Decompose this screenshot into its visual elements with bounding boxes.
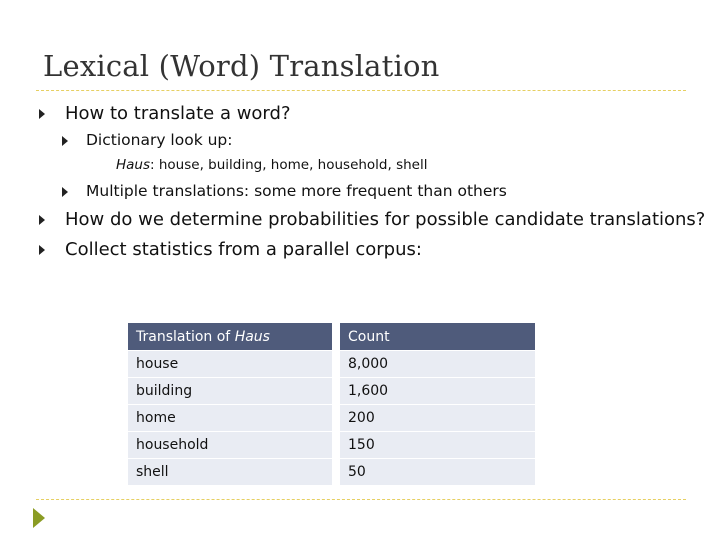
row-translation: shell xyxy=(128,459,336,486)
row-count: 200 xyxy=(336,405,535,432)
header-haus-word: Haus xyxy=(234,328,270,345)
row-translation: building xyxy=(128,378,336,405)
bullet-arrow-icon xyxy=(39,109,45,119)
bullet-how-to-translate: How to translate a word? xyxy=(65,103,291,124)
bullet-determine-probabilities: How do we determine probabilities for possible candidate translations? xyxy=(65,209,706,230)
haus-word: Haus xyxy=(116,157,151,173)
table-row xyxy=(128,459,535,486)
bullet-arrow-icon xyxy=(39,245,45,255)
table-header-row xyxy=(128,323,535,351)
corner-marker-icon xyxy=(33,508,45,528)
footer-divider xyxy=(36,499,686,500)
row-translation: home xyxy=(128,405,336,432)
bullet-haus-translations xyxy=(116,157,427,173)
table-row xyxy=(128,432,535,459)
row-count: 8,000 xyxy=(336,351,535,378)
row-translation: house xyxy=(128,351,336,378)
header-count: Count xyxy=(336,323,535,351)
translation-count-table xyxy=(128,323,535,486)
slide-title: Lexical (Word) Translation xyxy=(43,49,440,83)
row-count: 50 xyxy=(336,459,535,486)
bullet-multiple-translations: Multiple translations: some more frequent than others xyxy=(86,182,507,200)
haus-translations-list: : house, building, home, household, shell xyxy=(150,157,428,173)
row-count: 1,600 xyxy=(336,378,535,405)
bullet-collect-statistics: Collect statistics from a parallel corpus: xyxy=(65,239,422,260)
bullet-arrow-icon xyxy=(62,136,68,146)
header-translation: Translation of Haus xyxy=(128,323,336,351)
table-row xyxy=(128,378,535,405)
bullet-arrow-icon xyxy=(62,187,68,197)
table-row xyxy=(128,405,535,432)
row-count: 150 xyxy=(336,432,535,459)
table-row xyxy=(128,351,535,378)
bullet-arrow-icon xyxy=(39,215,45,225)
row-translation: household xyxy=(128,432,336,459)
bullet-dictionary-lookup: Dictionary look up: xyxy=(86,131,233,149)
title-divider xyxy=(36,90,686,91)
